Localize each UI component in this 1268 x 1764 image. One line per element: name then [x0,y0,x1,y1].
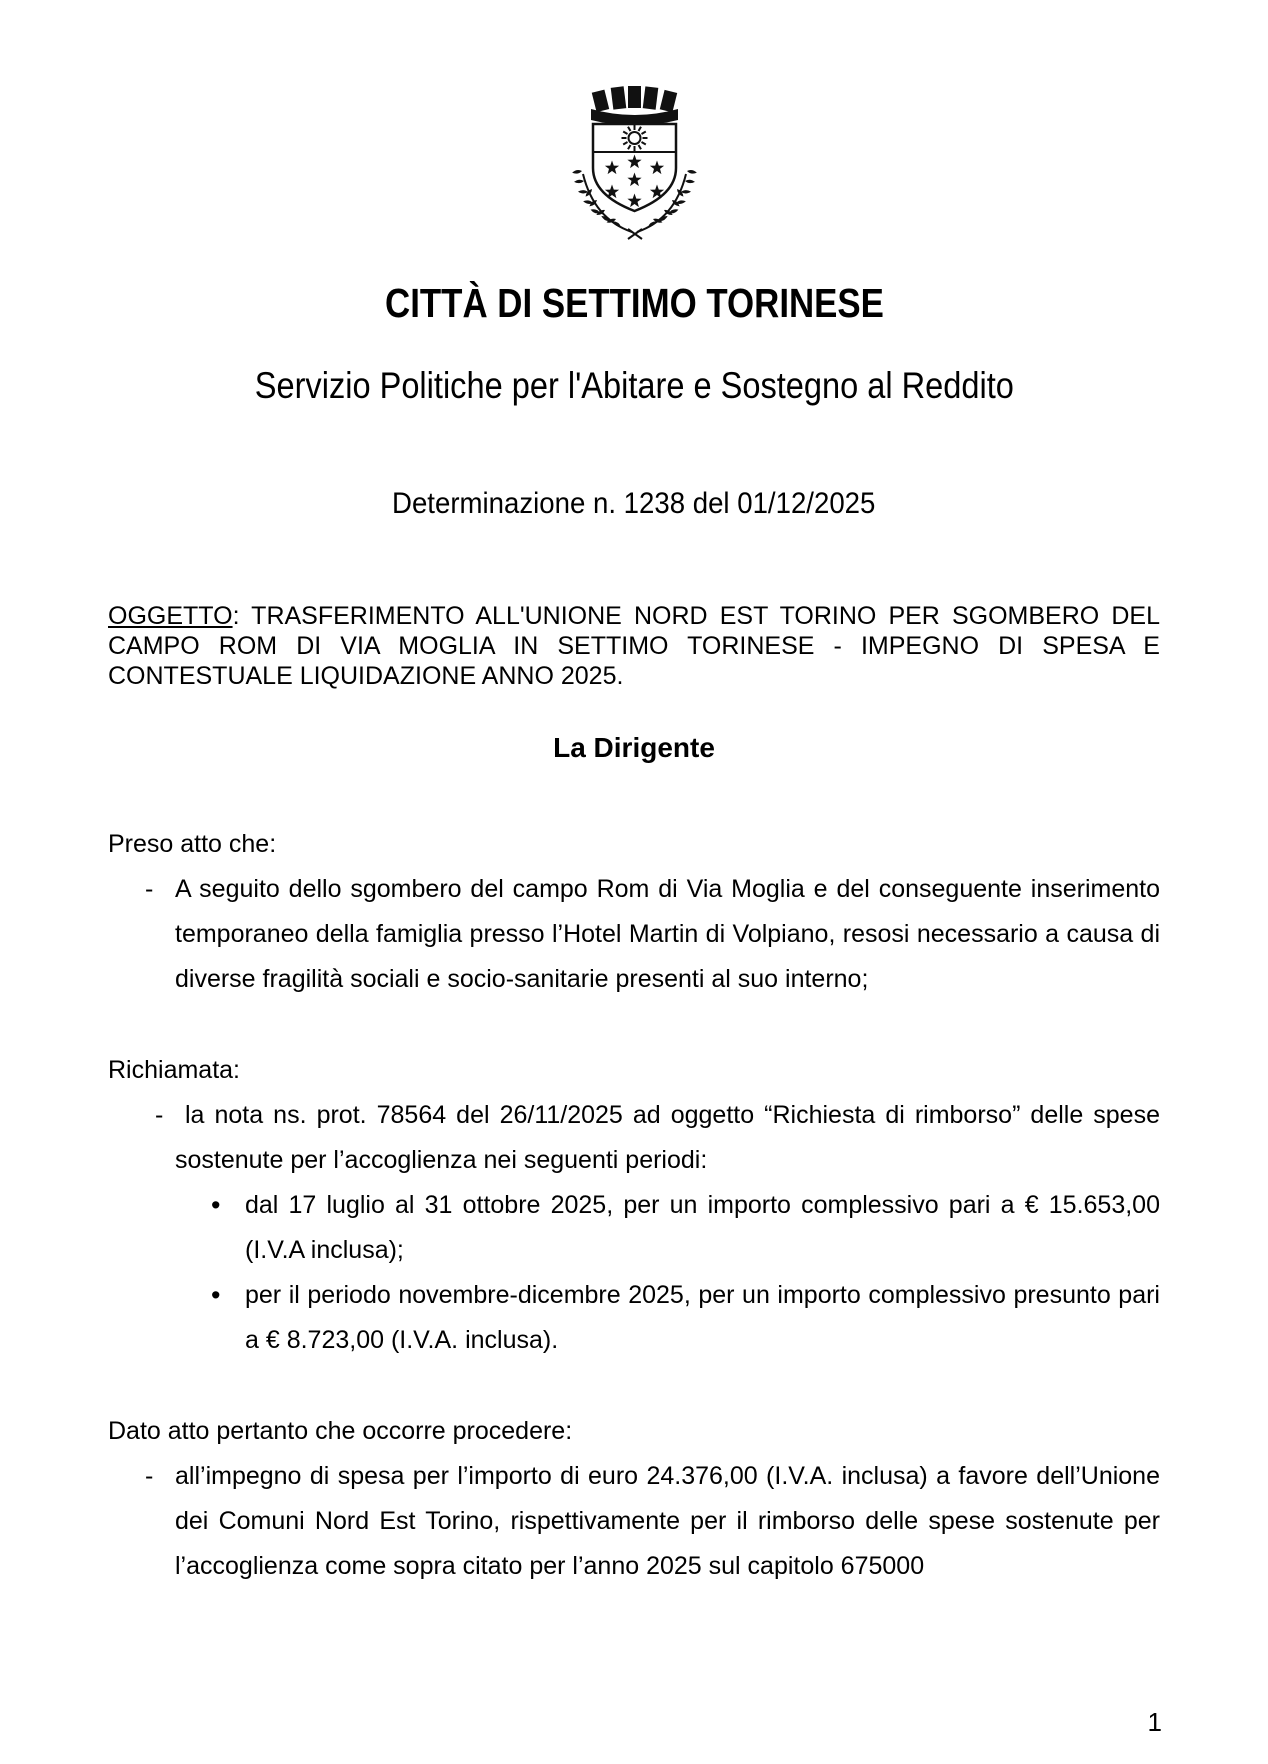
dash-marker: - [145,1462,154,1490]
list-item-text: la nota ns. prot. 78564 del 26/11/2025 ad oggetto “Richiesta di rimborso” delle spese sostenute per l’accoglienza nei seguenti periodi: [175,1101,1160,1174]
sub-list-item-text: dal 17 luglio al 31 ottobre 2025, per un importo complessivo pari a € 15.653,00 (I.V.A inclusa); [245,1191,1160,1264]
dash-marker: - [145,875,154,903]
bullet-marker: • [211,1280,221,1310]
service-subtitle [0,365,1268,407]
city-coat-of-arms-icon [536,76,732,248]
section-preso-atto [108,822,1160,1002]
document-body [0,601,1268,1589]
list-item-text: A seguito dello sgombero del campo Rom di Via Moglia e del conseguente inserimento temporaneo della famiglia presso l’Hotel Martin di Volpiano, resosi necessario a causa di diverse fragilità sociali e socio-sanitarie presenti al suo interno; [175,875,1160,993]
page-title [0,281,1268,325]
dash-marker: - [155,1101,164,1129]
page-title-text: CITTÀ DI SETTIMO TORINESE [384,280,884,326]
list-item [108,867,1160,1002]
determination-line [0,487,1268,521]
subject-paragraph [108,601,1160,691]
subject-label: OGGETTO [108,602,233,630]
sub-list-item [108,1273,1160,1363]
section-intro: Preso atto che: [108,830,277,858]
sub-list-item-text: per il periodo novembre-dicembre 2025, per un importo complessivo presunto pari a € 8.723,00 (I.V.A. inclusa). [245,1281,1160,1354]
page-number: 1 [1147,1707,1162,1737]
sub-list-item [108,1183,1160,1273]
crown-icon [591,86,678,126]
service-subtitle-text: Servizio Politiche per l'Abitare e Sostegno al Reddito [254,365,1014,406]
determination-text: Determinazione n. 1238 del 01/12/2025 [392,487,876,520]
crest-container [0,0,1268,253]
list-item [108,1454,1160,1589]
subject-text: : TRASFERIMENTO ALL'UNIONE NORD EST TORINO PER SGOMBERO DEL CAMPO ROM DI VIA MOGLIA IN SETTIMO TORINESE - IMPEGNO DI SPESA E CONTESTUALE LIQUIDAZIONE ANNO 2025. [108,602,1160,690]
section-intro: Dato atto pertanto che occorre procedere: [108,1417,573,1445]
section-dato-atto [108,1409,1160,1589]
section-intro: Richiamata: [108,1056,240,1084]
role-heading: La Dirigente [553,732,715,763]
bullet-marker: • [211,1190,221,1220]
section-richiamata [108,1048,1160,1363]
list-item-text: all’impegno di spesa per l’importo di euro 24.376,00 (I.V.A. inclusa) a favore dell’Unione dei Comuni Nord Est Torino, rispettivamente per il rimborso delle spese sostenute per l’accoglienza come sopra citato per l’anno 2025 sul capitolo 675000 [175,1462,1160,1580]
list-item [108,1093,1160,1183]
